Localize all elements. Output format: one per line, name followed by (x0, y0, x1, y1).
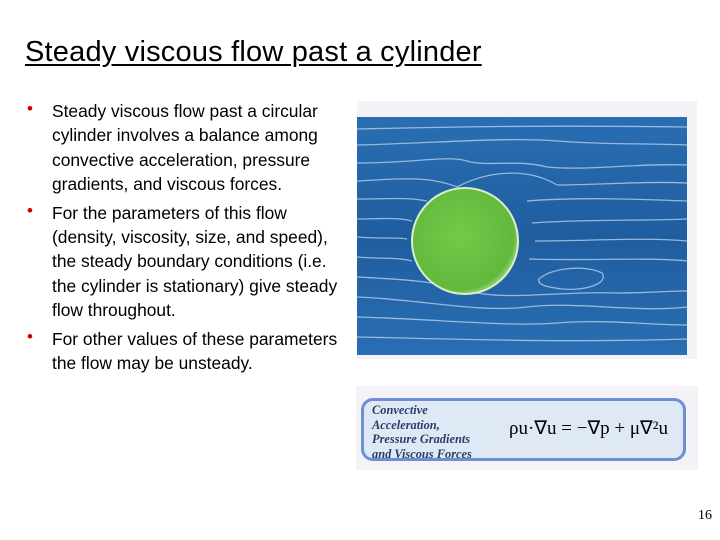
cylinder (412, 188, 518, 294)
equation-term-labels (372, 403, 472, 461)
bullet-item: • For the parameters of this flow (density, viscosity, size, and speed), the steady boundary conditions (i.e. the cylinder is stationary) give steady flow throughout. (25, 201, 355, 323)
term-label: Pressure Gradients (372, 432, 471, 446)
term-label: Acceleration, (372, 417, 440, 432)
slide-title: Steady viscous flow past a cylinder (25, 36, 482, 68)
term-label: Convective (372, 403, 428, 417)
navier-stokes-equation: ρu·∇u = −∇p + μ∇²u (509, 418, 668, 439)
flow-visualization (357, 101, 697, 359)
cylinder-flow-image (357, 101, 697, 359)
equation-panel (356, 386, 698, 470)
equation-box (361, 398, 686, 461)
bullet-list (25, 99, 355, 379)
bullet-item: • Steady viscous flow past a circular cylinder involves a balance among convective acceleration, pressure gradients, and viscous forces. (25, 99, 355, 197)
page-number: 16 (698, 508, 712, 523)
term-label: and Viscous Forces (372, 446, 472, 461)
bullet-item: • For other values of these parameters the flow may be unsteady. (25, 327, 355, 376)
